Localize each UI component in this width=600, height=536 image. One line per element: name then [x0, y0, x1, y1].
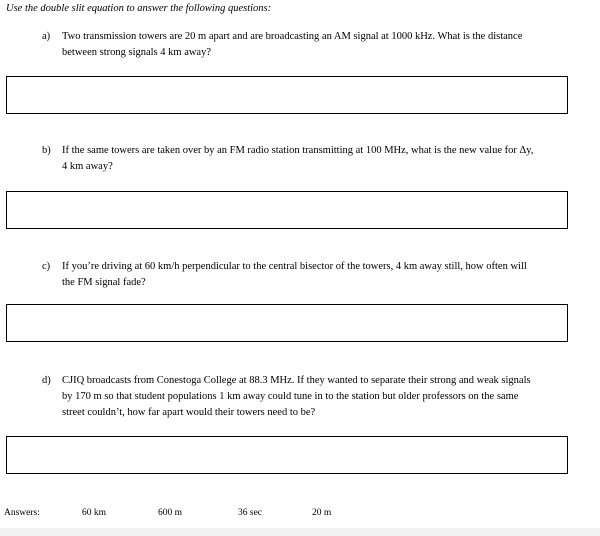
bottom-divider — [0, 528, 600, 536]
question-line: If you’re driving at 60 km/h perpendicular to the central bisector of the towers, 4 km away still, how often will — [62, 261, 527, 272]
question-text — [62, 29, 522, 61]
answers-label: Answers: — [4, 508, 40, 518]
answers-row — [0, 506, 600, 520]
question-text — [62, 259, 527, 291]
question-d — [42, 373, 598, 423]
answer-box-d[interactable] — [6, 436, 568, 474]
question-line: CJIQ broadcasts from Conestoga College at 88.3 MHz. If they wanted to separate their strong and weak signals — [62, 375, 531, 386]
question-line: between strong signals 4 km away? — [62, 47, 212, 58]
answer-value: 36 sec — [238, 508, 263, 518]
question-letter: a) — [42, 31, 51, 42]
question-text — [62, 373, 531, 421]
answer-box-b[interactable] — [6, 191, 568, 229]
question-a — [42, 29, 598, 63]
question-line: If the same towers are taken over by an FM radio station transmitting at 100 MHz, what is the new value for Δy, — [62, 145, 534, 156]
question-letter: c) — [42, 261, 51, 272]
question-line: by 170 m so that student populations 1 km away could tune in to the station but older professors on the same — [62, 391, 519, 402]
question-line: the FM signal fade? — [62, 277, 146, 288]
question-text — [62, 143, 533, 175]
question-c — [42, 259, 598, 293]
question-letter: d) — [42, 375, 51, 386]
answer-value: 600 m — [158, 508, 183, 518]
question-line: street couldn’t, how far apart would their towers need to be? — [62, 407, 316, 418]
answer-box-a[interactable] — [6, 76, 568, 114]
answer-value: 20 m — [312, 508, 332, 518]
question-b — [42, 143, 598, 177]
question-letter: b) — [42, 145, 51, 156]
instruction-text: Use the double slit equation to answer the following questions: — [6, 3, 272, 14]
question-line: 4 km away? — [62, 161, 113, 172]
answer-box-c[interactable] — [6, 304, 568, 342]
question-line: Two transmission towers are 20 m apart and are broadcasting an AM signal at 1000 kHz. What is the distance — [62, 31, 523, 42]
answer-value: 60 km — [82, 508, 107, 518]
